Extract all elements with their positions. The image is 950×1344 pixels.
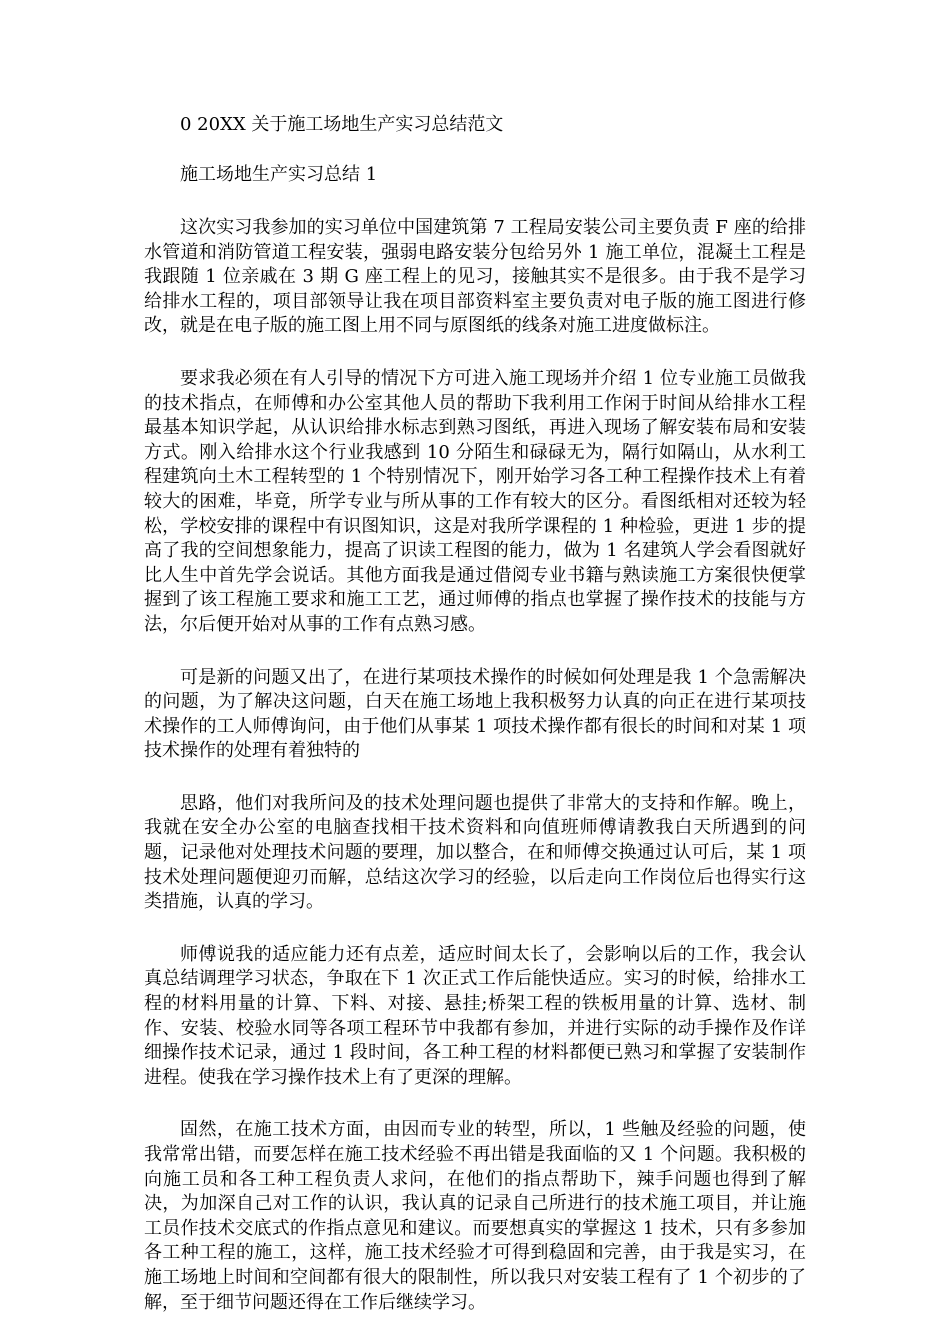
paragraph-1: 这次实习我参加的实习单位中国建筑第 7 工程局安装公司主要负责 F 座的给排水管道和消防管道工程安装，强弱电路安装分包给另外 1 施工单位，混凝土工程是我跟随 1 位亲戚在 3 期 G 座工程上的见习，接触其实不是很多。由于我不是学习给排水工程的，项目部领导让我在项目部资料室主要负责对电子版的施工图进行修改，就是在电子版的施工图上用不同与原图纸的线条对施工进度做标注。 (144, 217, 806, 337)
document-title: 0 20XX 关于施工场地生产实习总结范文 (180, 114, 504, 135)
paragraph-5: 师傅说我的适应能力还有点差，适应时间太长了，会影响以后的工作，我会认真总结调理学习状态，争取在下 1 次正式工作后能快适应。实习的时候，给排水工程的材料用量的计算、下料、对接、悬挂;桥架工程的铁板用量的计算、选材、制作、安装、校验水同等各项工程环节中我都有参加，并进行实际的动手操作及作详细操作技术记录，通过 1 段时间，各工种工程的材料都便已熟习和掌握了安装制作进程。使我在学习操作技术上有了更深的理解。 (144, 943, 806, 1088)
document-page (144, 112, 806, 1343)
paragraph-3: 可是新的问题又出了，在进行某项技术操作的时候如何处理是我 1 个急需解决的问题，为了解决这问题，白天在施工场地上我积极努力认真的向正在进行某项技术操作的工人师傅询问，由于他们从事某 1 项技术操作都有很长的时间和对某 1 项技术操作的处理有着独特的 (144, 666, 806, 762)
document-subtitle: 施工场地生产实习总结 1 (180, 164, 378, 185)
paragraph-6: 固然，在施工技术方面，由因而专业的转型，所以，1 些触及经验的问题，使我常常出错，而要怎样在施工技术经验不再出错是我面临的又 1 个问题。我积极的向施工员和各工种工程负责人求问，在他们的指点帮助下，辣手问题也得到了解决，为加深自己对工作的认识，我认真的记录自己所进行的技术施工项目，并让施工员作技术交底式的作指点意见和建议。而要想真实的掌握这 1 技术，只有多参加各工种工程的施工，这样，施工技术经验才可得到稳固和完善，由于我是实习，在施工场地上时间和空间都有很大的限制性，所以我只对安装工程有了 1 个初步的了解，至于细节问题还得在工作后继续学习。 (144, 1119, 806, 1313)
paragraph-4: 思路，他们对我所问及的技术处理问题也提供了非常大的支持和作解。晚上，我就在安全办公室的电脑查找相干技术资料和向值班师傅请教我白天所遇到的问题，记录他对处理技术问题的要理，加以整合，在和师傅交换通过认可后，某 1 项技术处理问题便迎刃而解，总结这次学习的经验，以后走向工作岗位后也得实行这类措施，认真的学习。 (144, 792, 806, 913)
paragraph-2: 要求我必须在有人引导的情况下方可进入施工现场并介绍 1 位专业施工员做我的技术指点，在师傅和办公室其他人员的帮助下我利用工作闲于时间从给排水工程最基本知识学起，从认识给排水标志到熟习图纸，再进入现场了解安装布局和安装方式。刚入给排水这个行业我感到 10 分陌生和碌碌无为，隔行如隔山，从水利工程建筑向土木工程转型的 1 个特别情况下，刚开始学习各工种工程操作技术上有着较大的困难，毕竟，所学专业与所从事的工作有较大的区分。看图纸相对还较为轻松，学校安排的课程中有识图知识，这是对我所学课程的 1 种检验，更进 1 步的提高了我的空间想象能力，提高了识读工程图的能力，做为 1 名建筑人学会看图就好比人生中首先学会说话。其他方面我是通过借阅专业书籍与熟读施工方案很快便掌握到了该工程施工要求和施工工艺，通过师傅的指点也掌握了操作技术的技能与方法，尔后便开始对从事的工作有点熟习感。 (144, 367, 806, 635)
